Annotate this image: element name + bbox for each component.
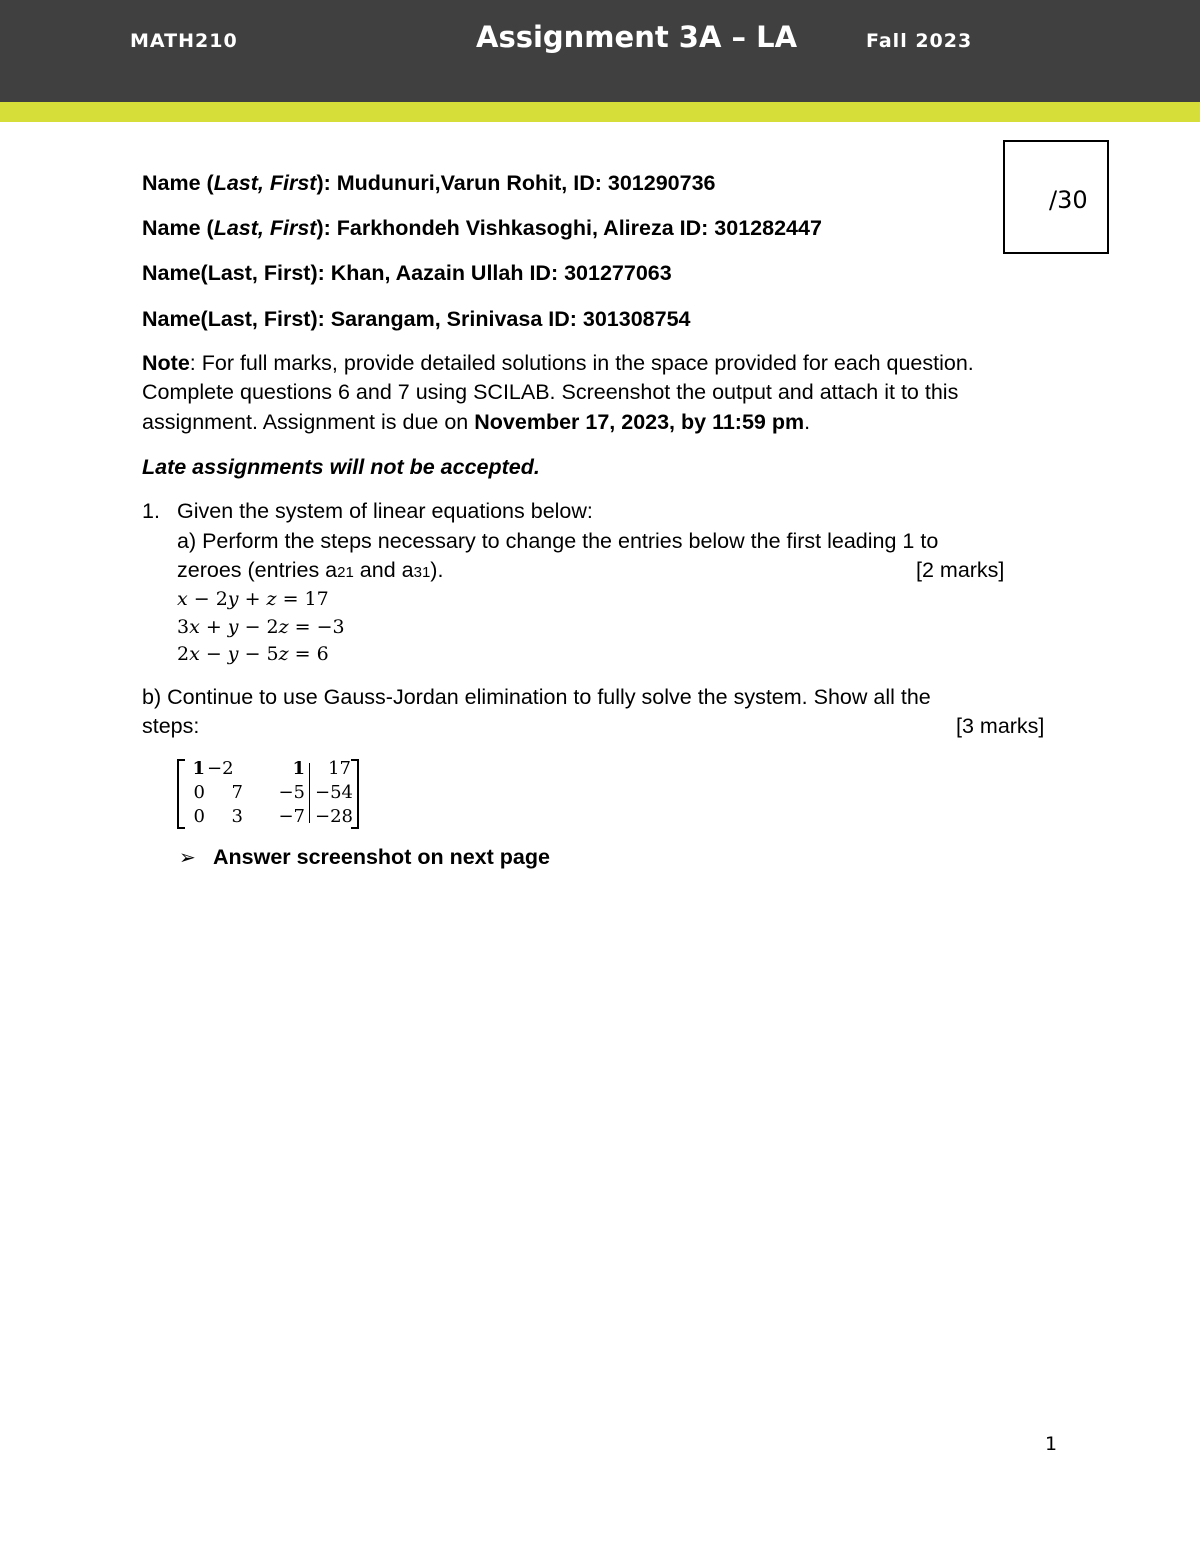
subscript: 31 bbox=[413, 564, 431, 581]
question-text: ). bbox=[430, 558, 444, 582]
question-text: zeroes (entries a bbox=[177, 558, 338, 582]
name-label-pre: Name ( bbox=[142, 216, 214, 240]
student-name-4: Name(Last, First): Sarangam, Srinivasa ID: 301308754 bbox=[142, 307, 691, 331]
page-header bbox=[0, 0, 1200, 102]
matrix-cell: 0 bbox=[193, 782, 205, 803]
equation-1: 𝑥 − 2𝑦 + 𝑧 = 17 bbox=[177, 588, 329, 610]
course-code: MATH210 bbox=[130, 30, 238, 52]
name-label-italic: Last, First bbox=[213, 171, 317, 195]
student-value: Mudunuri,Varun Rohit, ID: 301290736 bbox=[336, 171, 716, 195]
matrix-cell: −2 bbox=[207, 758, 234, 779]
score-total: /30 bbox=[1049, 186, 1088, 214]
equation-3: 2𝑥 − 𝑦 − 5𝑧 = 6 bbox=[177, 643, 329, 665]
question-1a-line-1: a) Perform the steps necessary to change the entries below the first leading 1 to bbox=[177, 529, 939, 553]
matrix-cell: 17 bbox=[328, 758, 351, 779]
matrix-cell: −7 bbox=[278, 806, 305, 827]
matrix-cell: 1 bbox=[192, 758, 205, 779]
name-label-pre: Name ( bbox=[142, 171, 214, 195]
note-line-3 bbox=[142, 410, 810, 435]
student-name-3: Name(Last, First): Khan, Aazain Ullah ID: 301277063 bbox=[142, 261, 672, 285]
question-1b-line-2: steps: bbox=[142, 714, 200, 738]
note-line-2: Complete questions 6 and 7 using SCILAB. Screenshot the output and attach it to this bbox=[142, 380, 959, 404]
name-label-post: ): bbox=[316, 171, 337, 195]
name-label-italic: Last, First bbox=[213, 216, 317, 240]
question-text: and a bbox=[353, 558, 414, 582]
matrix-cell: 3 bbox=[231, 806, 243, 827]
student-name-2 bbox=[142, 216, 822, 241]
student-name-1 bbox=[142, 171, 715, 196]
late-policy: Late assignments will not be accepted. bbox=[142, 455, 540, 479]
note-label: Note bbox=[142, 351, 190, 375]
question-1a-marks: [2 marks] bbox=[916, 558, 1005, 582]
note-text: : For full marks, provide detailed solutions in the space provided for each question. bbox=[189, 351, 974, 375]
question-1a-line-2 bbox=[177, 558, 443, 583]
question-1b-line-1: b) Continue to use Gauss-Jordan elimination to fully solve the system. Show all the bbox=[142, 685, 931, 709]
score-box bbox=[1003, 140, 1109, 254]
matrix-cell: −28 bbox=[315, 806, 353, 827]
note-text: . bbox=[804, 410, 811, 434]
arrow-bullet-icon: ➢ bbox=[179, 845, 196, 869]
term-label: Fall 2023 bbox=[866, 30, 973, 52]
assignment-title: Assignment 3A – LA bbox=[476, 20, 798, 54]
matrix-cell: −5 bbox=[278, 782, 305, 803]
matrix-cell: −54 bbox=[315, 782, 353, 803]
answer-note-text: Answer screenshot on next page bbox=[213, 845, 550, 869]
augmented-matrix bbox=[177, 757, 359, 827]
question-1-number: 1. bbox=[142, 499, 160, 523]
augment-divider bbox=[309, 763, 310, 823]
matrix-cell: 0 bbox=[193, 806, 205, 827]
note-line-1 bbox=[142, 351, 974, 376]
page-number: 1 bbox=[1045, 1433, 1058, 1455]
subscript: 21 bbox=[337, 564, 354, 581]
due-date: November 17, 2023, by 11:59 pm bbox=[474, 410, 805, 434]
matrix-cell: 1 bbox=[292, 758, 305, 779]
equation-2: 3𝑥 + 𝑦 − 2𝑧 = −3 bbox=[177, 616, 345, 638]
note-text: assignment. Assignment is due on bbox=[142, 410, 475, 434]
answer-note bbox=[179, 845, 550, 870]
name-label-post: ): bbox=[316, 216, 337, 240]
question-1-intro: Given the system of linear equations below: bbox=[177, 499, 593, 523]
question-1b-marks: [3 marks] bbox=[956, 714, 1045, 738]
accent-bar bbox=[0, 102, 1200, 122]
student-value: Farkhondeh Vishkasoghi, Alireza ID: 301282447 bbox=[336, 216, 822, 240]
matrix-cell: 7 bbox=[231, 782, 243, 803]
